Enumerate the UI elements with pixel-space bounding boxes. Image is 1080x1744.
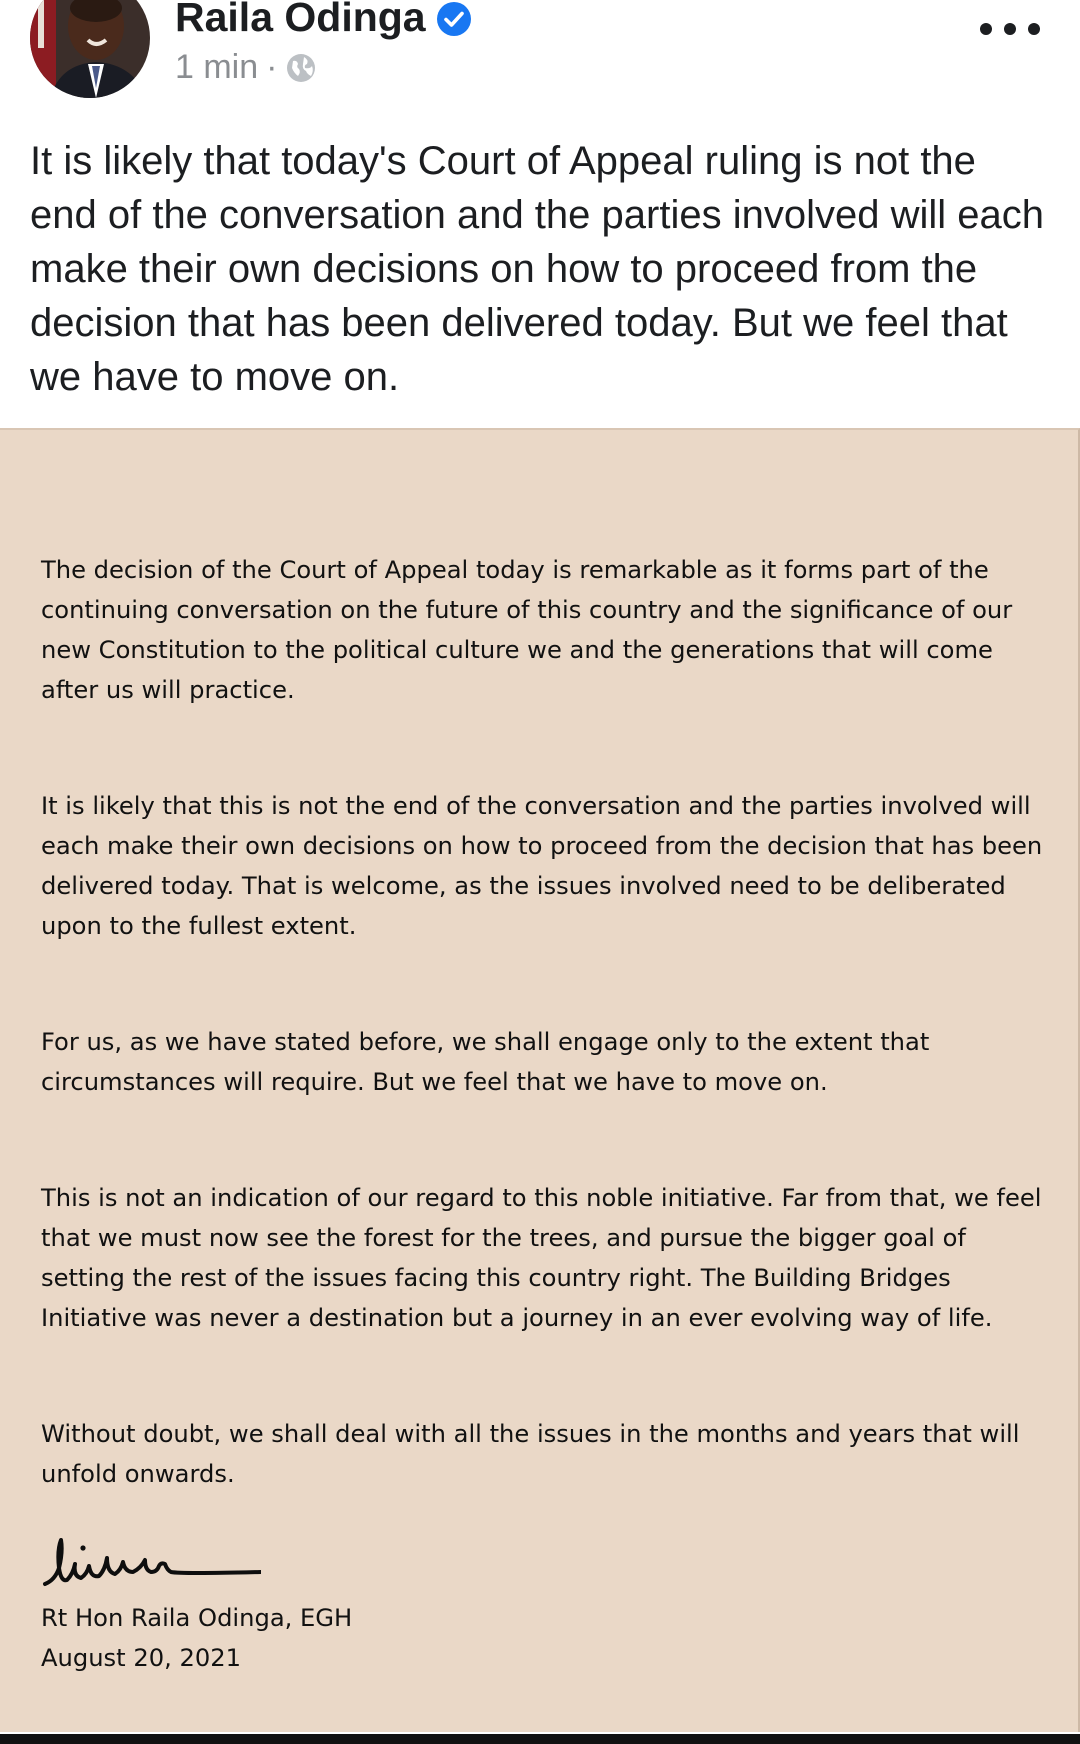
post-meta [175,48,317,87]
more-options-button[interactable] [980,14,1040,44]
author-name-label: Raila Odinga [175,0,426,40]
letter-date: August 20, 2021 [41,1644,242,1672]
more-horizontal-icon [1028,23,1040,35]
letter-paragraph: This is not an indication of our regard to this noble initiative. Far from that, we feel that we must now see the forest for the trees, and pursue the bigger goal of setting the rest of the issues facing this country right. The Building Bridges Initiative was never a destination but a journey in an ever evolving way of life. [41,1184,1042,1332]
letter-paragraph: It is likely that this is not the end of the conversation and the parties involved will each make their own decisions on how to proceed from the decision that has been delivered today. That is welcome, as the issues involved need to be deliberated upon to the fullest extent. [41,792,1043,940]
signatory-name: Rt Hon Raila Odinga, EGH [41,1604,353,1632]
post-text: It is likely that today's Court of Appeal ruling is not the end of the conversation and the parties involved will each make their own decisions on how to proceed from the decision that has been delivered today. But we feel that we have to move on. [30,139,1044,399]
bottom-divider [0,1734,1080,1744]
more-horizontal-icon [980,23,992,35]
letter-image[interactable] [0,428,1080,1732]
author-name[interactable] [175,0,472,41]
globe-icon [285,52,317,84]
letter-body [0,430,1078,1678]
post-header [0,0,1080,120]
meta-separator: · [266,48,278,86]
signature-icon [41,1528,261,1598]
letter-paragraph: For us, as we have stated before, we shall engage only to the extent that circumstances will require. But we feel that we have to move on. [41,1028,930,1096]
letter-paragraph: Without doubt, we shall deal with all the issues in the months and years that will unfold onwards. [41,1420,1020,1488]
avatar[interactable] [30,0,150,98]
letter-paragraph: The decision of the Court of Appeal today is remarkable as it forms part of the continuing conversation on the future of this country and the significance of our new Constitution to the political culture we and the generations that will come after us will practice. [41,556,1013,704]
verified-badge-icon [436,0,472,36]
more-horizontal-icon [1004,23,1016,35]
post-timestamp[interactable]: 1 min [175,48,259,86]
